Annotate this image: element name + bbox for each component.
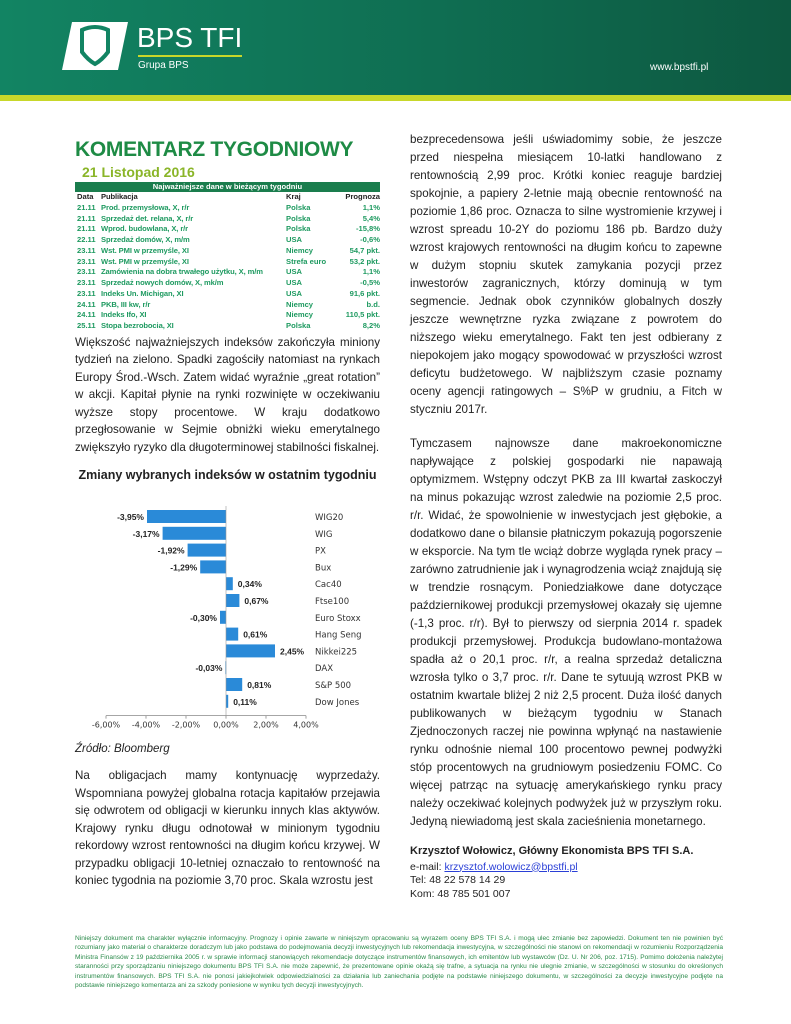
- table-header-row: [75, 192, 380, 203]
- x-tick-label: -2,00%: [171, 720, 201, 730]
- table-cell: 21.11: [77, 213, 96, 223]
- table-cell: 23.11: [77, 256, 96, 266]
- category-label: WIG20: [315, 513, 344, 524]
- table-cell: 5,4%: [362, 213, 380, 223]
- data-label: -0,03%: [195, 663, 223, 674]
- bar-s-p-500: [226, 678, 242, 691]
- table-row: [75, 310, 380, 321]
- category-label: S&P 500: [315, 681, 352, 692]
- category-label: Hang Seng: [315, 630, 362, 641]
- table-row: [75, 246, 380, 257]
- author-block: [410, 845, 722, 901]
- table-cell: Zamówienia na dobra trwałego użytku, X, m/m: [101, 267, 263, 277]
- table-cell: 23.11: [77, 245, 96, 255]
- column-header: Publikacja: [101, 192, 138, 201]
- data-label: -1,92%: [157, 545, 185, 556]
- data-label: 0,67%: [244, 596, 269, 607]
- x-tick-label: 2,00%: [253, 720, 279, 730]
- x-tick-label: -6,00%: [91, 720, 121, 730]
- table-cell: Sprzedaż nowych domów, X, mk/m: [101, 278, 224, 287]
- table-cell: 24.11: [77, 299, 96, 309]
- table-cell: Wprod. budowlana, X, r/r: [101, 224, 189, 234]
- disclaimer: Niniejszy dokument ma charakter wyłącznie informacyjny. Prognozy i opinie zawarte w niniejszym opracowaniu są wyrazem oceny BPS TFI S.A. i mogą ulec zmianie bez zapowiedzi. Dokument ten nie powinien być rozumiany jako materiał o charakterze doradczym lub jako podstawa do podejmowania decyzji inwestycyjnych lub rekomendacja inwestycyjna, w szczególności nie stanowi on rekomendacji w rozumieniu Rozporządzenia Ministra Finansów z 19 października 2005 r. w sprawie informacji stanowiących rekomendacje dotyczące instrumentów finansowych, ich emitentów lub wystawców (Dz. U. Nr 206, poz. 1715). Pomimo dołożenia należytej staranności przy sporządzaniu niniejszego dokumentu BPS TFI S.A. nie może zapewnić, że prezentowane opinie okażą się trafne, a sytuacja na rynku nie ulegnie zmianie, w szczególności w stosunku do określonych instrumentów finansowych. BPS TFI S.A. nie ponosi jakiejkolwiek odpowiedzialności za działania lub zaniechania podjęte na podstawie niniejszego dokumentu, w szczególności za decyzje inwestycyjne podjęte na podstawie niniejszego komentarza ani za szkody poniesione w wyniku tych decyzji inwestycyjnych.: [75, 935, 723, 990]
- table-title: Najważniejsze dane w bieżącym tygodniu: [75, 182, 380, 192]
- table-cell: Polska: [286, 202, 311, 212]
- table-cell: 21.11: [77, 202, 96, 212]
- bar-euro-stoxx: [220, 611, 226, 624]
- data-label: -3,95%: [117, 512, 144, 523]
- table-cell: -0,6%: [360, 235, 380, 244]
- category-label: Nikkei225: [315, 647, 358, 658]
- table-cell: 1,1%: [362, 202, 380, 212]
- data-label: 2,45%: [280, 646, 305, 657]
- table-row: [75, 257, 380, 268]
- table-cell: -0,5%: [360, 278, 380, 287]
- table-cell: Sprzedaż domów, X, m/m: [101, 235, 190, 244]
- table-row: [75, 289, 380, 300]
- table-row: [75, 278, 380, 289]
- table-cell: 23.11: [77, 267, 96, 277]
- bps-logo-icon: [62, 22, 128, 70]
- table-cell: 22.11: [77, 235, 96, 244]
- bar-nikkei225: [226, 645, 275, 658]
- table-cell: Strefa euro: [286, 256, 327, 266]
- category-label: Ftse100: [315, 597, 350, 608]
- table-cell: Prod. przemysłowa, X, r/r: [101, 202, 190, 212]
- table-cell: 1,1%: [362, 267, 380, 277]
- table-cell: Indeks Un. Michigan, XI: [101, 288, 184, 298]
- email-label: e-mail:: [410, 860, 445, 873]
- table-cell: Polska: [286, 224, 311, 234]
- table-cell: USA: [286, 267, 303, 277]
- column-header: Data: [77, 192, 94, 201]
- table-cell: USA: [286, 235, 303, 244]
- bar-hang-seng: [226, 628, 238, 641]
- website-url[interactable]: www.bpstfi.pl: [650, 62, 709, 73]
- data-label: 0,11%: [233, 697, 257, 708]
- table-cell: Niemcy: [286, 299, 314, 309]
- table-cell: Wst. PMI w przemyśle, XI: [101, 256, 189, 266]
- category-label: Cac40: [315, 580, 342, 591]
- category-label: DAX: [315, 664, 334, 675]
- table-cell: Niemcy: [286, 310, 314, 320]
- chart-source: Źródło: Bloomberg: [75, 743, 170, 756]
- table-cell: 23.11: [77, 288, 96, 298]
- category-label: WIG: [315, 530, 333, 541]
- bar-ftse100: [226, 594, 239, 607]
- table-cell: 24.11: [77, 310, 96, 320]
- data-label: 0,81%: [247, 680, 272, 691]
- data-label: 0,61%: [243, 629, 268, 640]
- table-row: [75, 321, 380, 332]
- report-date: 21 Listopad 2016: [82, 164, 195, 180]
- table-cell: 53,2 pkt.: [349, 256, 380, 266]
- table-cell: 8,2%: [362, 321, 380, 330]
- table-cell: USA: [286, 278, 303, 287]
- x-tick-label: 0,00%: [213, 720, 239, 730]
- table-cell: PKB, III kw, r/r: [101, 299, 151, 309]
- table-row: [75, 203, 380, 214]
- bar-dow-jones: [226, 695, 228, 708]
- page-title: KOMENTARZ TYGODNIOWY: [75, 138, 354, 161]
- column-header: Prognoza: [345, 192, 380, 201]
- table-cell: Indeks Ifo, XI: [101, 310, 147, 320]
- bar-wig: [163, 527, 226, 540]
- table-cell: USA: [286, 288, 303, 298]
- author-mobile: Kom: 48 785 501 007: [410, 887, 511, 900]
- table-cell: 91,6 pkt.: [349, 288, 380, 298]
- table-row: [75, 235, 380, 246]
- category-label: Dow Jones: [315, 698, 360, 709]
- bar-bux: [200, 561, 226, 574]
- brand-subtitle: Grupa BPS: [138, 60, 189, 71]
- right-column: [410, 131, 722, 901]
- table-cell: 25.11: [77, 321, 96, 330]
- table-cell: Niemcy: [286, 245, 314, 255]
- data-label: 0,34%: [237, 579, 262, 590]
- paragraph-macro: Tymczasem najnowsze dane makroekonomiczne napływające z polskiej gospodarki nie napawają optymizmem. Wstępny odczyt PKB za III kwartał zaskoczył na minus pokazując wzrost zaledwie na poziomie 2,5 proc. r/r. Widać, że spowolnienie w inwestycjach jest głębokie, a dodatkowo dane o bilansie płatniczym pokazują pogorszenie w eksporcie. Na tym tle wciąż dobrze wygląda rynek pracy – zarówno zatrudnienie jak i wynagrodzenia wciąż znajdują się w trendzie rosnącym. Poniedziałkowe dane dotyczące październikowej produkcji przemysłowej okazały się ujemne (-1,3 proc. r/r). Był to pierwszy od sierpnia 2014 r. spadek produkcji przemysłowej. Produkcja budowlano-montażowa spadła aż o 20,1 proc. r/r, a realna sprzedaż detaliczna wzrosła tylko o 3,7 proc. r/r. Dane te sytuują wzrost PKB w ostatnim kwartale bliżej 2 niż 2,5 procent. Duża ilość danych publikowanych w bieżącym tygodniu w Stanach Zjednoczonych raczej nie powinna wpłynąć na nastawienie rynku odnośnie niemal 100 procentowo pewnej podwyżki stóp procentowych na grudniowym posiedzeniu FOMC. Co więcej patrząc na sytuację amerykańskiego rynku pracy należy oczekiwać kolejnych podwyżek już w przyszłym roku. Jedyną niewiadomą jest skala zacieśnienia monetarnego.: [410, 437, 722, 828]
- category-label: Bux: [315, 563, 332, 574]
- page-header: [0, 0, 791, 95]
- chart-title: Zmiany wybranych indeksów w ostatnim tygodniu: [78, 468, 377, 483]
- table-row: [75, 267, 380, 278]
- table-cell: Polska: [286, 321, 311, 330]
- table-cell: Sprzedaż det. relana, X, r/r: [101, 213, 194, 223]
- category-label: PX: [315, 546, 326, 557]
- author-email-link[interactable]: krzysztof.wolowicz@bpstfi.pl: [444, 860, 578, 873]
- table-cell: Stopa bezrobocia, XI: [101, 321, 174, 330]
- table-cell: 23.11: [77, 278, 96, 287]
- table-cell: 110,5 pkt.: [345, 310, 380, 320]
- x-tick-label: 4,00%: [293, 720, 319, 730]
- bar-px: [188, 544, 226, 557]
- table-cell: Wst. PMI w przemyśle, XI: [101, 245, 189, 255]
- table-cell: -15,8%: [355, 224, 380, 234]
- weekly-data-table: [75, 182, 380, 332]
- bar-cac40: [226, 577, 233, 590]
- table-row: [75, 300, 380, 311]
- header-accent-strip: [0, 95, 791, 101]
- x-tick-label: -4,00%: [131, 720, 161, 730]
- brand-underline: [138, 55, 242, 57]
- table-row: [75, 214, 380, 225]
- column-header: Kraj: [286, 192, 301, 201]
- category-label: Euro Stoxx: [315, 614, 361, 625]
- data-label: -1,29%: [170, 562, 198, 573]
- table-row: [75, 224, 380, 235]
- author-email-line: [410, 861, 722, 875]
- paragraph-bonds: Na obligacjach mamy kontynuację wyprzedaży. Wspomniana powyżej globalna rotacja kapitałów przejawia się odwrotem od obligacji w kierunku innych klas aktywów. Krajowy rynku długu odnotował w minionym tygodniu rekordowy wzrost rentowności na długim końcu krzywej. W przypadku obligacji 10-letniej oznaczało to rentowność na koniec tygodnia na poziomie 3,70 proc. Skala wzrostu jest: [75, 769, 380, 888]
- table-cell: Polska: [286, 213, 311, 223]
- data-label: -0,30%: [190, 613, 217, 624]
- table-cell: 54,7 pkt.: [349, 245, 380, 255]
- index-changes-chart: [75, 462, 380, 737]
- left-column: [75, 137, 380, 890]
- data-label: -3,17%: [132, 529, 160, 540]
- author-name: Krzysztof Wołowicz, Główny Ekonomista BPS TFI S.A.: [410, 845, 694, 857]
- brand-name: BPS TFI: [137, 22, 243, 53]
- bar-wig20: [147, 510, 226, 523]
- paragraph-equities: Większość najważniejszych indeksów zakończyła miniony tydzień na zielono. Spadki zagościły natomiast na rynkach Europy Środ.-Wsch. Zatem widać wyraźnie „great rotation” w akcji. Kapitał płynie na rynki rozwinięte w oczekiwaniu wyższe stopy procentowe. W kraju dodatkowo przegłosowanie w Sejmie obniżki wieku emerytalnego zwiększyło ryzyko dla długoterminowej stabilności fiskalnej.: [75, 335, 380, 454]
- author-phone: Tel: 48 22 578 14 29: [410, 874, 506, 886]
- table-cell: b.d.: [366, 299, 380, 309]
- table-cell: 21.11: [77, 224, 96, 234]
- paragraph-bonds-continued: bezprecedensowa jeśli uświadomimy sobie, że jeszcze przed niespełna miesiącem 10-latki handlowano z rentownością 2,99 proc. Krótki koniec reaguje bardziej spokojnie, a papiery 2-letnie mają obecnie rentowność na poziomie 1,86 proc. Oznacza to silne wystromienie krzywej i wzrost spreadu 10-2Y do poziomu 186 pb. Bardzo duży wzrost krajowych rentowności na długim końcu to zapewne w dużym stopniu skutek zamykania pozycji przez inwestorów zagranicznych, którzy dominują w tym segmencie. Jednak obok czynników globalnych doszły jeszcze wewnętrzne ryzka związane z powrotem do niższego wieku emerytalnego. Fakt ten jest odbierany z niepokojem jako mogący spowodować w przyszłości wzrost deficytu budżetowego. W najbliższym czasie poznamy oceny agencji ratingowych – S%P w grudniu, a Fitch w styczniu 2017r.: [410, 133, 722, 416]
